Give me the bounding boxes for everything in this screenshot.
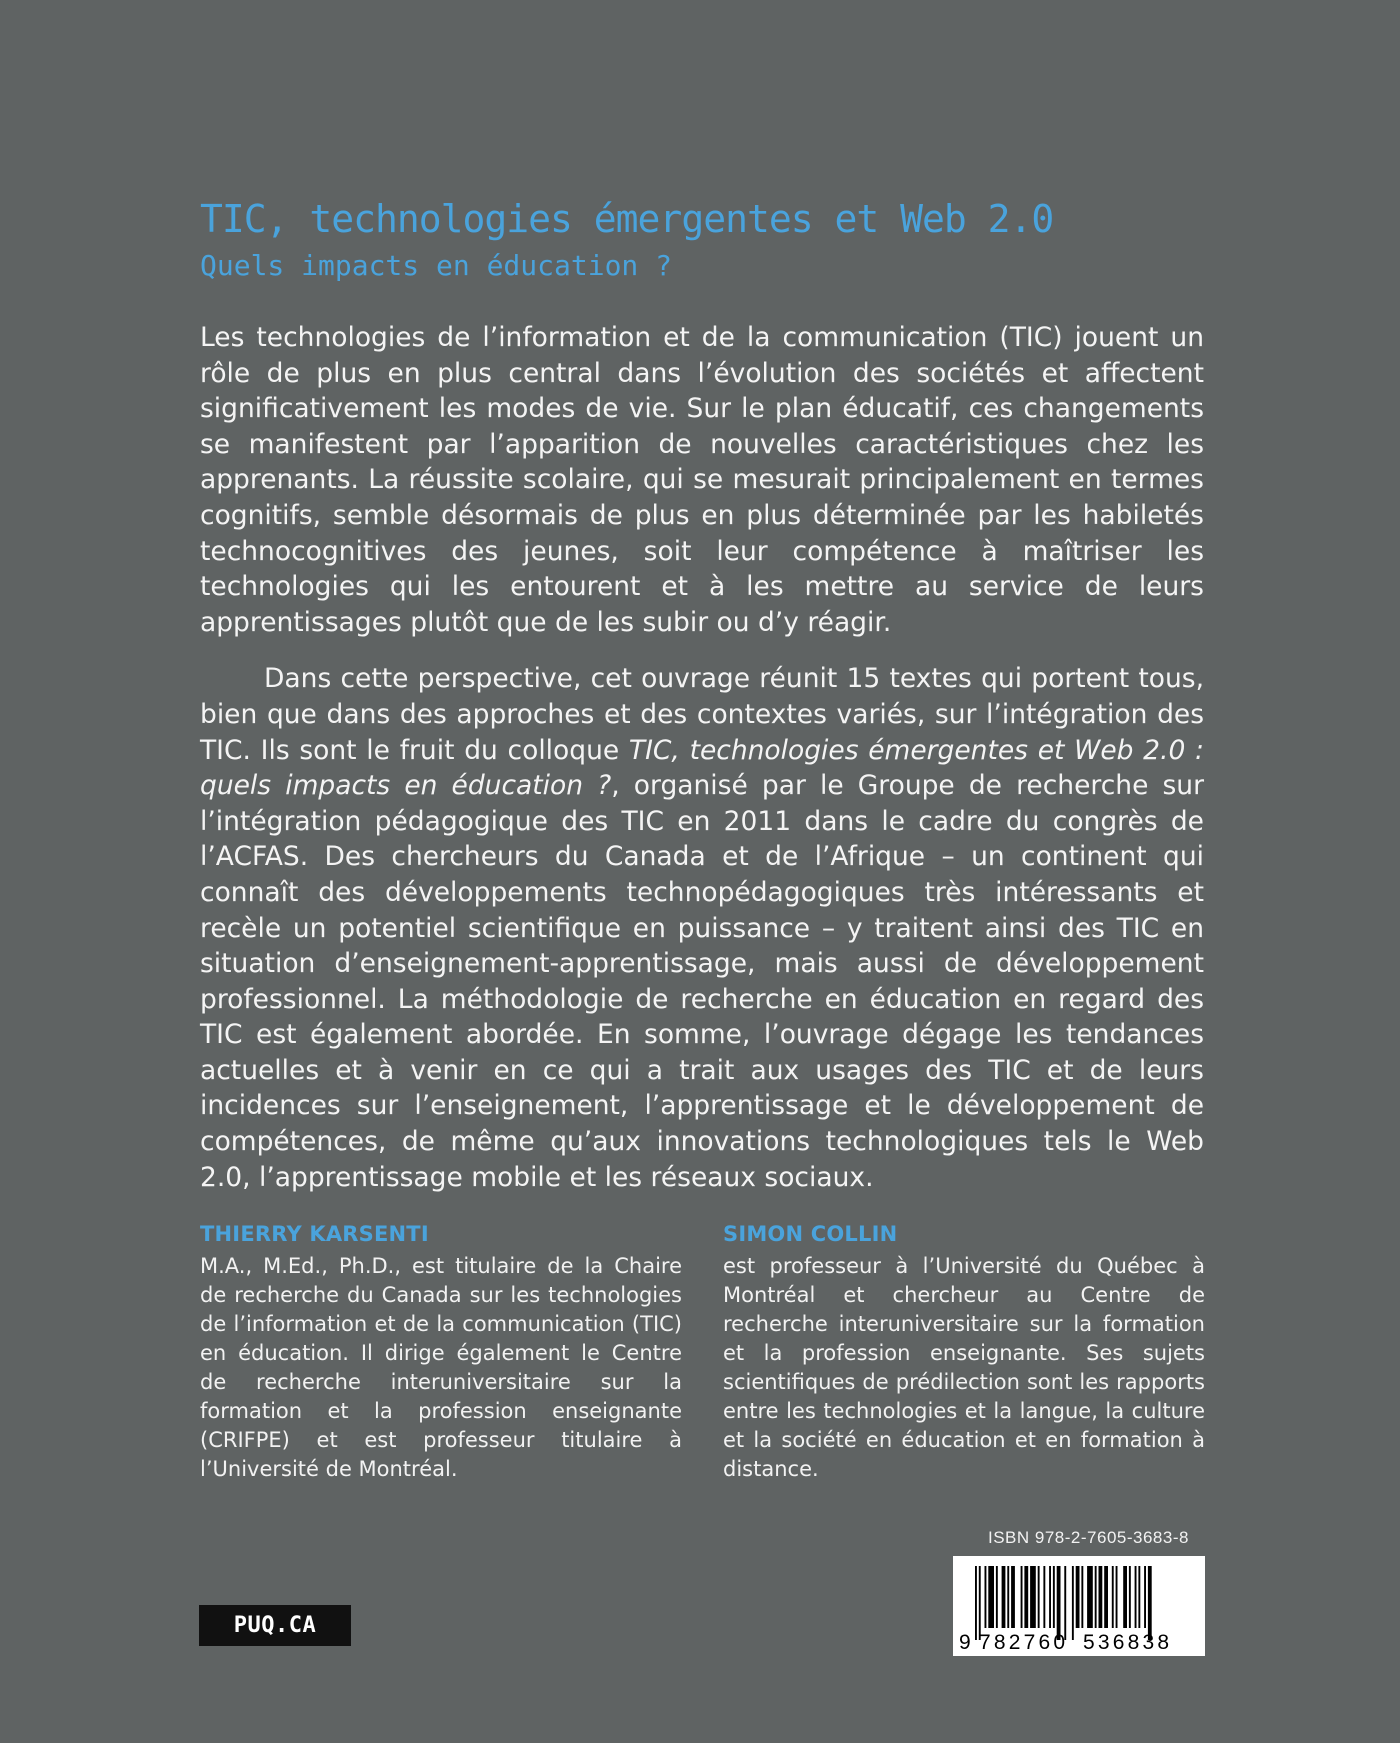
barcode-bar xyxy=(1076,1566,1080,1628)
barcode-bar xyxy=(1144,1566,1146,1628)
barcode-bar xyxy=(1129,1566,1131,1628)
author-name: SIMON COLLIN xyxy=(723,1222,898,1246)
paragraph-2-text-after: , organisé par le Groupe de recherche sur l’intégration pédagogique des TIC en 2011 dans le cadre du congrès de l’ACFAS. Des chercheurs du Canada et de l’Afrique – un continent qui connaît des développements technopédagogiques très intéressants et recèle un potentiel scientifique en puissance – y traitent ainsi des TIC en situation d’enseignement-apprentissage, mais aussi de développement professionnel. La méthodologie de recherche en éducation en regard des TIC est également abordée. En somme, l’ouvrage dégage les tendances actuelles et à venir en ce qui a trait aux usages des TIC et de leurs incidences sur l’enseignement, l’apprentissage et le développement de compétences, de même qu’aux innovations technologiques tels le Web 2.0, l’apprentissage mobile et les réseaux sociaux. xyxy=(200,770,1204,1193)
barcode-bar xyxy=(1112,1566,1114,1628)
barcode-bar xyxy=(1053,1566,1055,1628)
barcode-bar xyxy=(996,1566,998,1628)
author-bio: M.A., M.Ed., Ph.D., est titulaire de la Chaire de recherche du Canada sur les technologies de l’information et de la communication (TIC) en éducation. Il dirige également le Centre de recherche interuniversitaire sur la formation et la profession enseignante (CRIFPE) et est professeur titulaire à l’Université de Montréal. xyxy=(200,1254,682,1481)
barcode-bar xyxy=(1002,1566,1006,1628)
barcode-bar xyxy=(1043,1566,1045,1628)
barcode-bar xyxy=(1049,1566,1051,1628)
barcode-bar xyxy=(1038,1566,1040,1628)
barcode-bar xyxy=(1104,1566,1108,1628)
barcode-bar xyxy=(1081,1566,1083,1628)
author-name: THIERRY KARSENTI xyxy=(200,1222,429,1246)
barcode-bar xyxy=(985,1566,987,1628)
author-block-karsenti xyxy=(200,1220,682,1484)
book-description xyxy=(200,320,1204,1195)
book-title: TIC, technologies émergentes et Web 2.0 xyxy=(200,197,1054,241)
barcode-bar xyxy=(1095,1566,1097,1628)
publisher-label: PUQ.CA xyxy=(199,1605,351,1646)
book-subtitle: Quels impacts en éducation ? xyxy=(200,249,673,282)
description-paragraph-2 xyxy=(200,661,1204,1195)
barcode-bar xyxy=(1064,1566,1066,1640)
paragraph-2-text-before: Dans cette perspective, cet ouvrage réunit 15 textes qui portent tous, bien que dans des approches et des contextes variés, sur l’intégration des TIC. Ils sont le fruit du colloque xyxy=(200,663,1204,766)
barcode-left-digits: 782760 xyxy=(979,1631,1069,1654)
colloquium-title: TIC, technologies émergentes et Web 2.0 : quels impacts en éducation ? xyxy=(200,734,1204,802)
barcode-bar xyxy=(1087,1566,1093,1628)
barcode-bar xyxy=(1099,1566,1103,1628)
barcode-bar xyxy=(979,1566,981,1640)
barcode-bar xyxy=(1123,1566,1127,1628)
barcode-first-digit: 9 xyxy=(959,1631,971,1654)
barcode-bar xyxy=(1148,1566,1152,1640)
barcode-bar xyxy=(1021,1566,1023,1628)
barcode-bar xyxy=(1030,1566,1036,1628)
barcode-graphic xyxy=(953,1556,1205,1656)
barcode-bar xyxy=(1057,1566,1061,1640)
barcode-bar xyxy=(975,1566,977,1640)
barcode-bar xyxy=(1072,1566,1074,1640)
barcode-bar xyxy=(1116,1566,1118,1628)
description-paragraph-1: Les technologies de l’information et de la communication (TIC) jouent un rôle de plus en plus central dans l’évolution des sociétés et affectent significativement les modes de vie. Sur le plan éducatif, ces changements se manifestent par l’apparition de nouvelles caractéristiques chez les apprenants. La réussite scolaire, qui se mesurait principalement en termes cognitifs, semble désormais de plus en plus déterminée par les habiletés technocognitives des jeunes, soit leur compétence à maîtriser les technologies qui les entourent et à les mettre au service de leurs apprentissages plutôt que de les subir ou d’y réagir. xyxy=(200,322,1204,638)
barcode-bar xyxy=(1007,1566,1009,1628)
author-block-collin xyxy=(723,1220,1205,1484)
barcode-bar xyxy=(988,1566,994,1628)
author-bio: est professeur à l’Université du Québec à Montréal et chercheur au Centre de recherche interuniversitaire sur la formation et la profession enseignante. Ses sujets scientifiques de prédilection sont les rapports entre les technologies et la langue, la culture et la société en éducation et en formation à distance. xyxy=(723,1254,1205,1481)
barcode-bar xyxy=(1138,1566,1140,1628)
barcode-bar xyxy=(1135,1566,1137,1628)
barcode-bar xyxy=(1024,1566,1028,1628)
barcode xyxy=(953,1556,1205,1656)
barcode-right-digits: 536838 xyxy=(1083,1631,1173,1654)
barcode-bar xyxy=(1011,1566,1015,1628)
isbn-text: ISBN 978-2-7605-3683-8 xyxy=(988,1528,1189,1547)
